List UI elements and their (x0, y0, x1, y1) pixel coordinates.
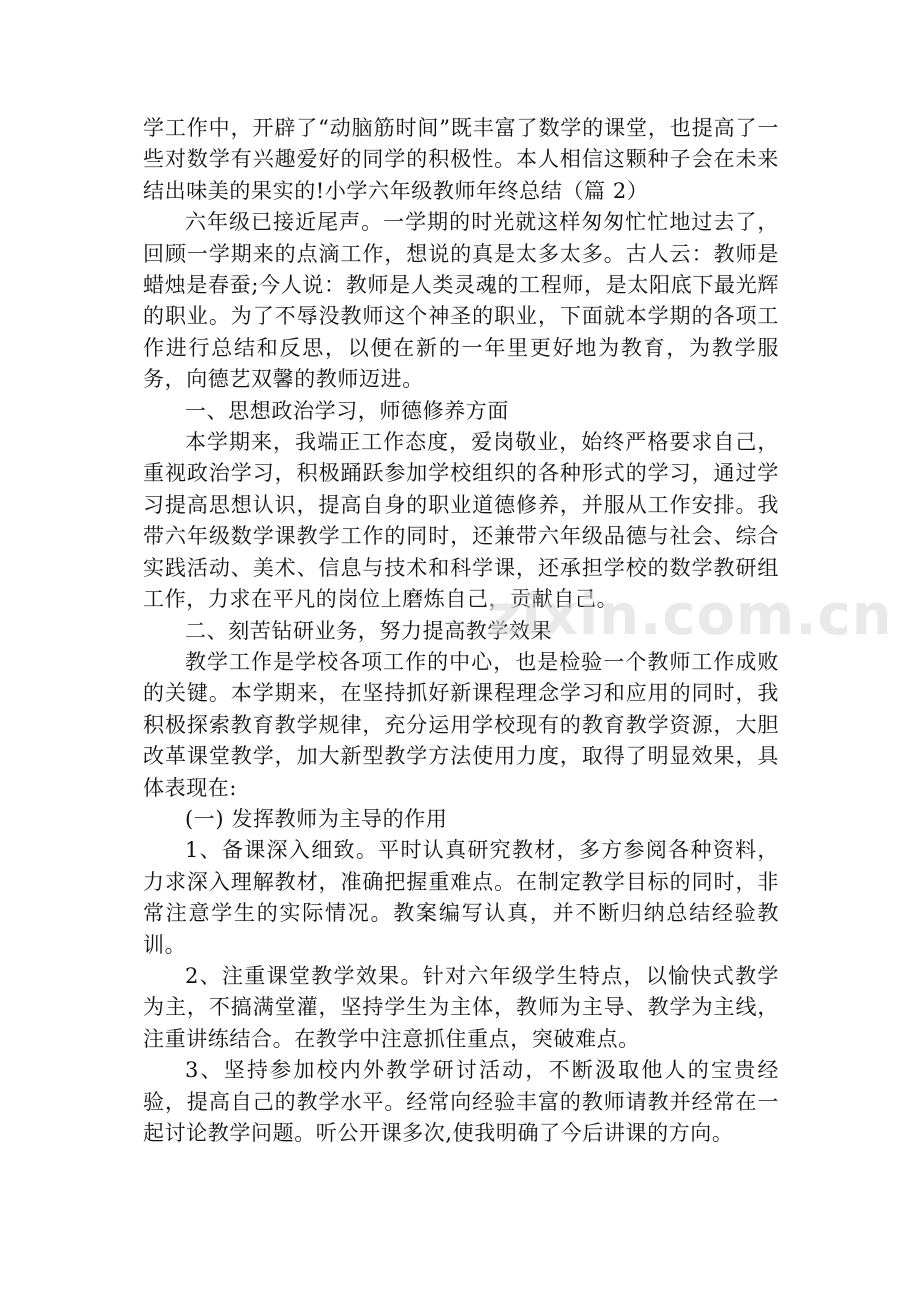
list-item-1: 1、备课深入细致。平时认真研究教材，多方参阅各种资料，力求深入理解教材，准确把握重难点。在制定教学目标的同时，非常注意学生的实际情况。教案编写认真，并不断归纳总结经验教训。 (143, 838, 779, 957)
subsection-heading: (一) 发挥教师为主导的作用 (185, 806, 448, 831)
paragraph-intro: 六年级已接近尾声。一学期的时光就这样匆匆忙忙地过去了，回顾一学期来的点滴工作，想说的真是太多太多。古人云：教师是蜡烛是春蚕;今人说：教师是人类灵魂的工程师，是太阳底下最光辉的职业。为了不辱没教师这个神圣的职业，下面就本学期的各项工作进行总结和反思，以便在新的一年里更好地为教育，为教学服务，向德艺双馨的教师迈进。 (143, 210, 779, 392)
watermark: zixin.com.cn (488, 583, 893, 648)
paragraph-section-1: 本学期来，我端正工作态度，爱岗敬业，始终严格要求自己，重视政治学习，积极踊跃参加学校组织的各种形式的学习，通过学习提高思想认识，提高自身的职业道德修养，并服从工作安排。我带六年级数学课教学工作的同时，还兼带六年级品德与社会、综合实践活动、美术、信息与技术和科学课，还承担学校的数学教研组工作，力求在平凡的岗位上磨炼自己，贡献自己。 (143, 430, 779, 612)
section-heading-1: 一、思想政治学习，师德修养方面 (185, 398, 509, 423)
section-heading-2: 二、刻苦钻研业务，努力提高教学效果 (185, 618, 553, 643)
list-item-3: 3、坚持参加校内外教学研讨活动，不断汲取他人的宝贵经验，提高自己的教学水平。经常向经验丰富的教师请教并经常在一起讨论教学问题。听公开课多次,使我明确了今后讲课的方向。 (143, 1058, 779, 1145)
list-item-2: 2、注重课堂教学效果。针对六年级学生特点，以愉快式教学为主，不搞满堂灌，坚持学生为主体，教师为主导、教学为主线，注重讲练结合。在教学中注意抓住重点，突破难点。 (143, 963, 779, 1051)
paragraph-continued: 学工作中，开辟了“动脑筋时间”既丰富了数学的课堂，也提高了一些对数学有兴趣爱好的同学的积极性。本人相信这颗种子会在未来结出味美的果实的!小学六年级教师年终总结（篇 2） (143, 116, 779, 203)
paragraph-section-2: 教学工作是学校各项工作的中心，也是检验一个教师工作成败的关键。本学期来，在坚持抓好新课程理念学习和应用的同时，我积极探索教育教学规律，充分运用学校现有的教育教学资源，大胆改革课堂教学，加大新型教学方法使用力度，取得了明显效果，具体表现在: (143, 649, 779, 800)
document-body (143, 113, 779, 1149)
